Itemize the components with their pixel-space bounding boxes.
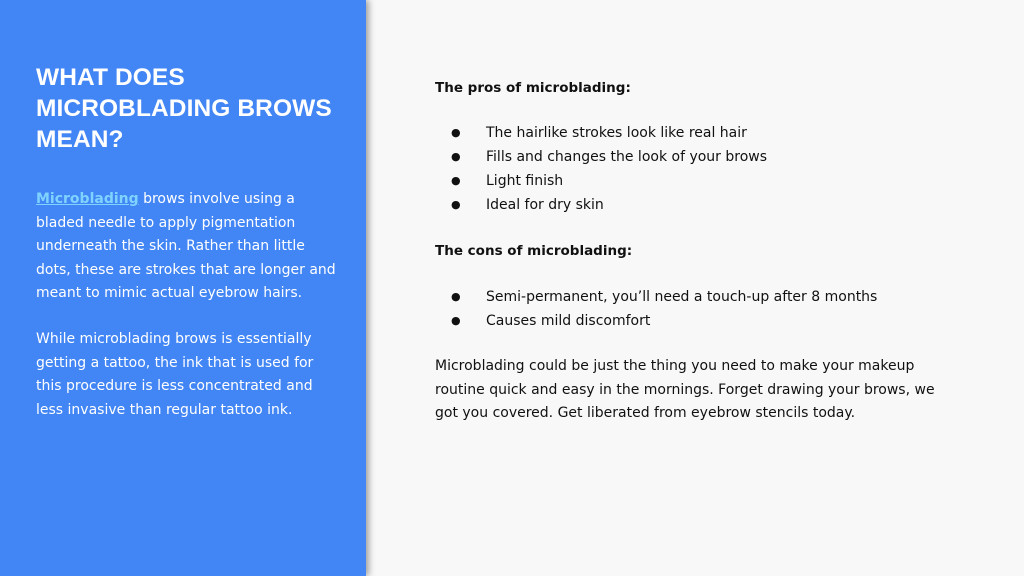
cons-list (435, 285, 877, 333)
list-item: ● Ideal for dry skin (435, 193, 767, 217)
intro-paragraph-text: brows involve using a bladed needle to apply pigmentation underneath the skin. Rather than little dots, these are strokes that are longer and meant to mimic actual eyebrow hairs. (36, 191, 336, 301)
bullet-icon: ● (451, 198, 461, 211)
list-item: ● Light finish (435, 169, 767, 193)
list-item: ● Semi-permanent, you’ll need a touch-up after 8 months (435, 285, 877, 309)
bullet-icon: ● (451, 126, 461, 139)
pros-heading: The pros of microblading: (435, 80, 631, 96)
bullet-icon: ● (451, 174, 461, 187)
list-item: ● Causes mild discomfort (435, 309, 877, 333)
closing-paragraph: Microblading could be just the thing you need to make your makeup routine quick and easy in the mornings. Forget drawing your brows, we got you covered. Get liberated from eyebrow stencils today. (435, 358, 935, 421)
list-item: ● Fills and changes the look of your brows (435, 145, 767, 169)
cons-heading: The cons of microblading: (435, 243, 633, 259)
pros-list (435, 121, 767, 217)
left-panel (0, 0, 366, 576)
intro-paragraph (36, 188, 336, 306)
list-item: ● The hairlike strokes look like real hair (435, 121, 767, 145)
bullet-icon: ● (451, 150, 461, 163)
microblading-link[interactable]: Microblading (36, 191, 139, 207)
bullet-icon: ● (451, 314, 461, 327)
bullet-icon: ● (451, 290, 461, 303)
tattoo-paragraph: While microblading brows is essentially getting a tattoo, the ink that is used for this procedure is less concentrated and less invasive than regular tattoo ink. (36, 331, 314, 418)
page-title: WHAT DOES MICROBLADING BROWS MEAN? (36, 64, 332, 153)
